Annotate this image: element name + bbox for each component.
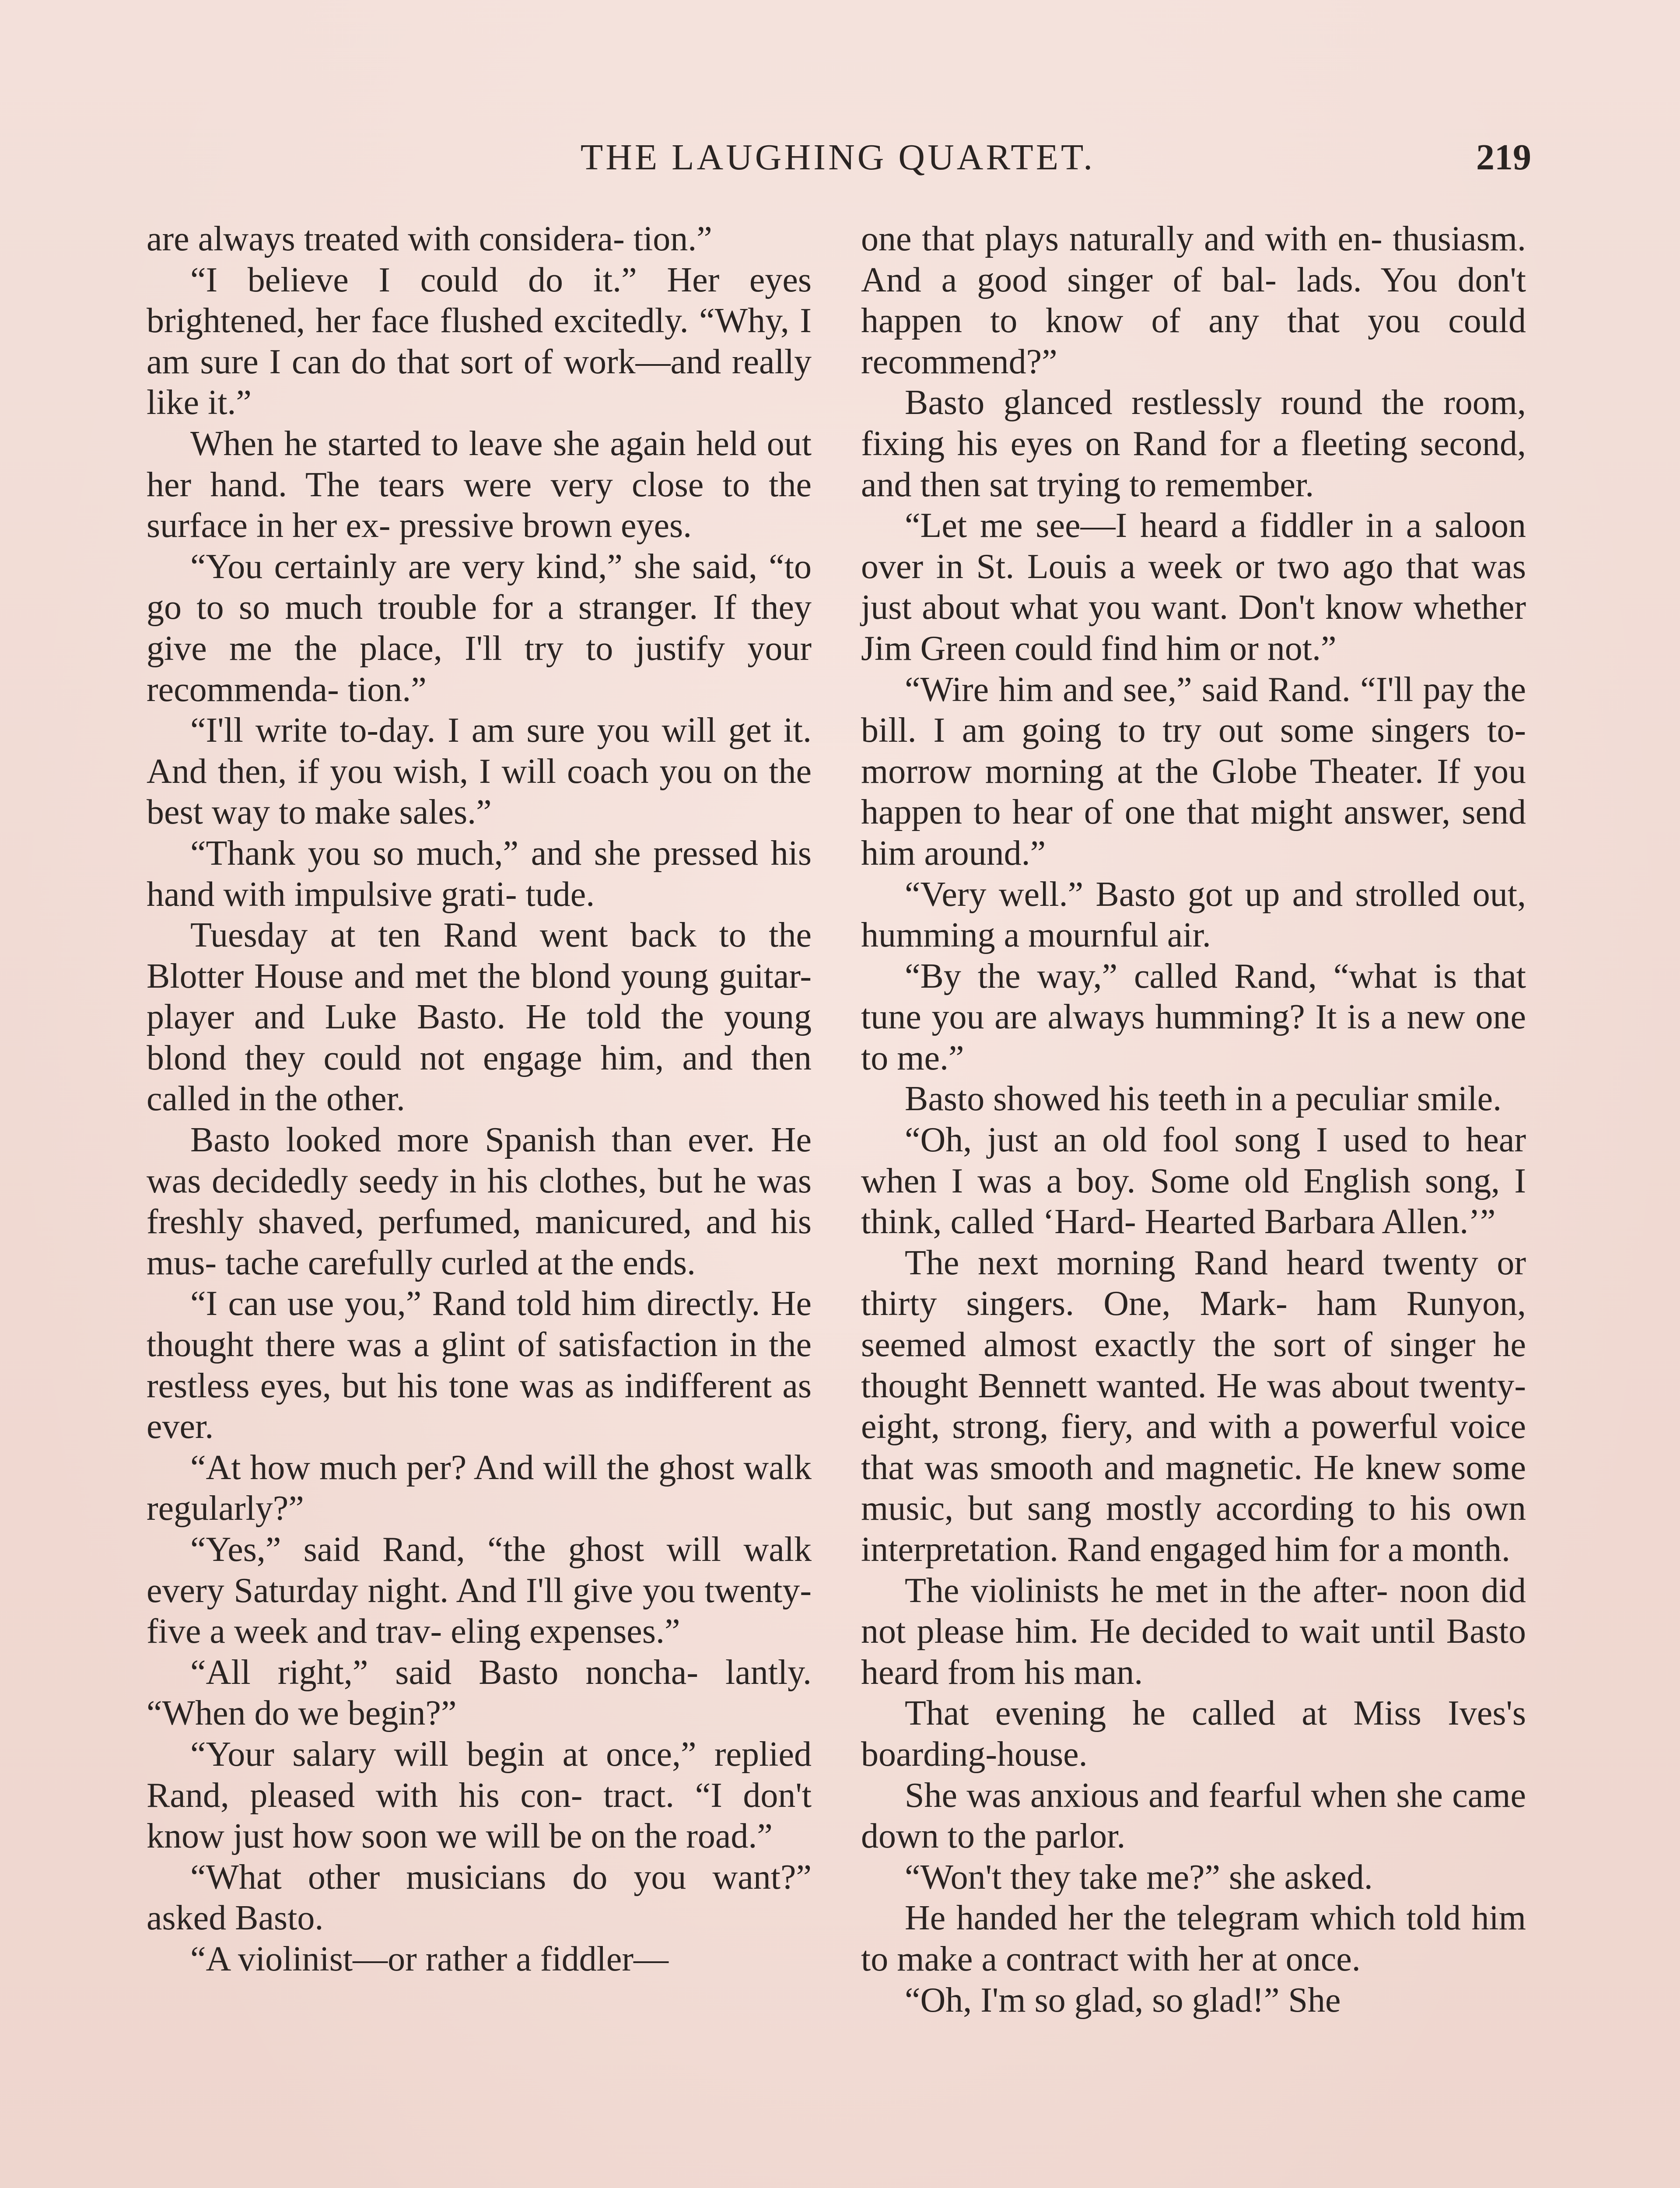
paragraph: are always treated with considera- tion.” [147, 220, 712, 258]
paragraph: When he started to leave she again held out her hand. The tears were very close to the surface in her ex- pressive brown eyes. [147, 424, 812, 545]
paragraph: Basto looked more Spanish than ever. He was decidedly seedy in his clothes, but he was freshly shaved, perfumed, manicured, and his mus- tache carefully curled at the ends. [147, 1121, 812, 1282]
paragraph: Basto showed his teeth in a peculiar smile. [905, 1080, 1502, 1119]
paragraph: one that plays naturally and with en- thusiasm. And a good singer of bal- lads. You don't happen to know of any that you could recommend?” [861, 220, 1526, 381]
paragraph: “Oh, I'm so glad, so glad!” She [905, 1981, 1341, 2020]
right-column [861, 219, 1526, 2021]
paragraph: “A violinist—or rather a fiddler— [190, 1939, 669, 1978]
page-number: 219 [1476, 137, 1531, 178]
paragraph: “Wire him and see,” said Rand. “I'll pay the bill. I am going to try out some singers to-morrow morning at the Globe Theater. If you happen to hear of one that might answer, send him around.” [861, 670, 1526, 873]
left-column [147, 219, 812, 1980]
paragraph: “Your salary will begin at once,” replied Rand, pleased with his con- tract. “I don't know just how soon we will be on the road.” [147, 1735, 812, 1856]
paragraph: “Oh, just an old fool song I used to hear when I was a boy. Some old English song, I think, called ‘Hard- Hearted Barbara Allen.’” [861, 1121, 1526, 1241]
paragraph: The next morning Rand heard twenty or thirty singers. One, Mark- ham Runyon, seemed almost exactly the sort of singer he thought Bennett wanted. He was about twenty-eight, strong, fiery, and with a powerful voice that was smooth and magnetic. He knew some music, but sang mostly according to his own interpretation. Rand engaged him for a month. [861, 1243, 1526, 1569]
paragraph: “What other musicians do you want?” asked Basto. [147, 1858, 812, 1938]
paragraph: Tuesday at ten Rand went back to the Blotter House and met the blond young guitar-player and Luke Basto. He told the young blond they could not engage him, and then called in the other. [147, 916, 812, 1119]
paragraph: “I can use you,” Rand told him directly. He thought there was a glint of satisfaction in the restless eyes, but his tone was as indifferent as ever. [147, 1284, 812, 1446]
paragraph: “Won't they take me?” she asked. [905, 1858, 1373, 1897]
paragraph: “Thank you so much,” and she pressed his hand with impulsive grati- tude. [147, 834, 812, 914]
paragraph: “Very well.” Basto got up and strolled out, humming a mournful air. [861, 875, 1526, 955]
paragraph: “Let me see—I heard a fiddler in a saloon over in St. Louis a week or two ago that was just about what you want. Don't know whether Jim Green could find him or not.” [861, 506, 1526, 668]
paragraph: “At how much per? And will the ghost walk regularly?” [147, 1448, 812, 1528]
paragraph: She was anxious and fearful when she came down to the parlor. [861, 1776, 1526, 1856]
paragraph: That evening he called at Miss Ives's boarding-house. [861, 1694, 1526, 1774]
paragraph: “By the way,” called Rand, “what is that tune you are always humming? It is a new one to me.” [861, 957, 1526, 1077]
paragraph: “I'll write to-day. I am sure you will get it. And then, if you wish, I will coach you on the best way to make sales.” [147, 711, 812, 832]
paragraph: The violinists he met in the after- noon did not please him. He decided to wait until Basto heard from his man. [861, 1571, 1526, 1692]
page-header [144, 133, 1531, 182]
paragraph: Basto glanced restlessly round the room, fixing his eyes on Rand for a fleeting second, and then sat trying to remember. [861, 383, 1526, 504]
paragraph: “You certainly are very kind,” she said, “to go to so much trouble for a stranger. If they give me the place, I'll try to justify your recommenda- tion.” [147, 547, 812, 709]
paragraph: “I believe I could do it.” Her eyes brightened, her face flushed excitedly. “Why, I am sure I can do that sort of work—and really like it.” [147, 260, 812, 422]
paragraph: He handed her the telegram which told him to make a contract with her at once. [861, 1899, 1526, 1978]
paragraph: “All right,” said Basto noncha- lantly. “When do we begin?” [147, 1653, 812, 1733]
running-title: THE LAUGHING QUARTET. [580, 137, 1096, 178]
paragraph: “Yes,” said Rand, “the ghost will walk every Saturday night. And I'll give you twenty-five a week and trav- eling expenses.” [147, 1530, 812, 1651]
